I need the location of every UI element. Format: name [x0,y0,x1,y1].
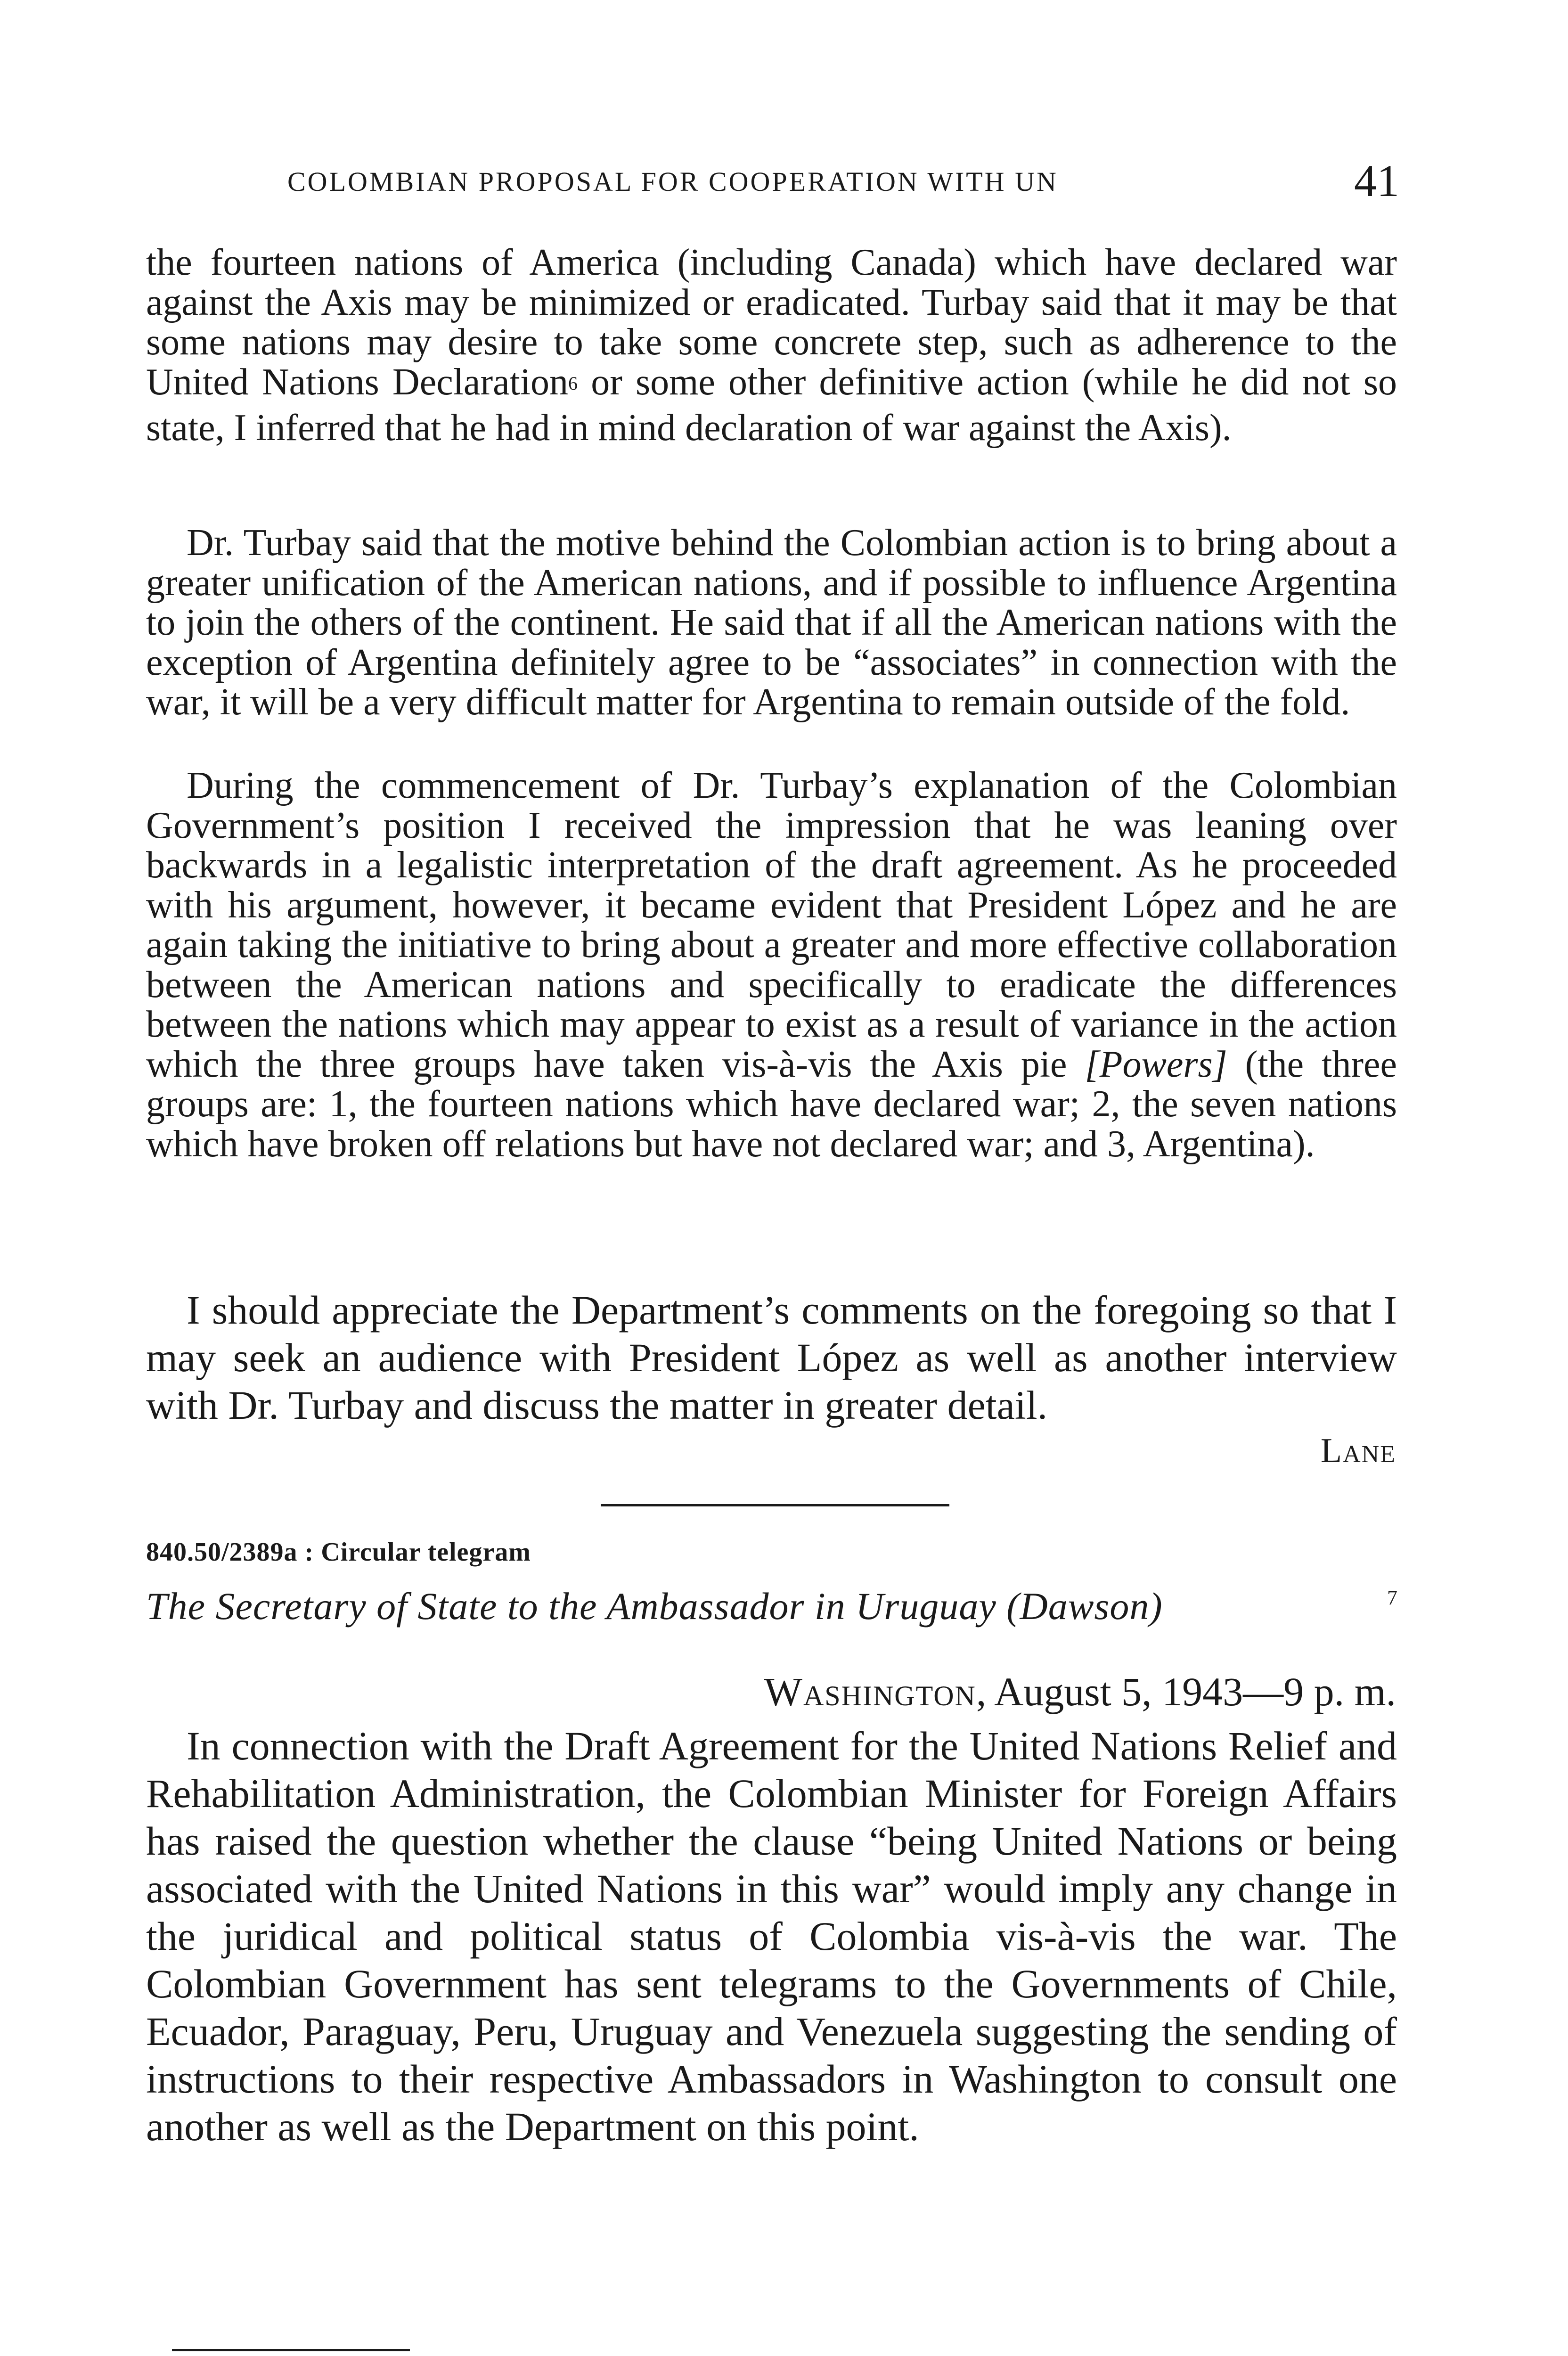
paragraph-turbay-motive: Dr. Turbay said that the motive behind the Colombian action is to bring about a greater unification of the American nations, and if possible to influence Argentina to join the others of the continent. He said that if all the American nations with the exception of Argentina definitely agree to be “associates” in connection with the war, it will be a very difficult matter for Argentina to remain outside of the fold. [146,522,1397,723]
telegram-title: The Secretary of State to the Ambassador in Uruguay (Dawson) [146,1585,1163,1628]
telegram-paragraph: In connection with the Draft Agreement for the United Nations Relief and Rehabilitation Administration, the Colombian Minister for Foreign Affairs has raised the question whether the clause “being United Nations or being associated with the United Nations in this war” would imply any change in the juridical and political status of Colombia vis-à-vis the war. The Colombian Government has sent telegrams to the Governments of Chile, Ecuador, Paraguay, Peru, Uruguay and Venezuela suggesting the sending of instructions to their respective Ambassadors in Washington to consult one another as well as the Department on this point. [146,1723,1397,2149]
paragraph-3-start: During the commencement of Dr. Turbay’s explanation of the Colombian Government’s position I received the impression that he was leaning over backwards in a legalistic interpretation of the draft agreement. As he proceeded with his argument, however, it became evident that President López and he are again taking the initiative to bring about a greater and more effective collaboration between the American nations and specifically to eradicate the differences between the nations which may appear to exist as a result of variance in the action which the three groups have taken vis-à-vis the Axis pie [146,765,1397,1085]
running-title: COLOMBIAN PROPOSAL FOR COOPERATION WITH UN [287,166,1058,197]
paragraph-continuation [146,243,1397,448]
paragraph-3-end: (the three groups are: 1, the fourteen nations which have declared war; 2, the seven nations which have broken off relations but have not declared war; and 3, Argentina). [146,1043,1397,1165]
paragraph-commencement [146,766,1397,1164]
paragraph-appreciation: I should appreciate the Department’s comments on the foregoing so that I may seek an audience with President López as well as another interview with Dr. Turbay and discuss the matter in greater detail. [146,1287,1397,1428]
paragraph-1-tail: or some other definitive action (while he did not so state, I inferred that he had in mind declaration of war against the Axis). [146,361,1397,449]
paragraph-1-text: the fourteen nations of America (including Canada) which have declared war against the Axis may be minimized or eradicated. Turbay said that it may be that some nations may desire to take some concrete step, such as adherence to the United Nations Declaration [146,242,1397,403]
section-divider [601,1504,949,1506]
page-number: 41 [1354,155,1399,206]
dateline-place: Washington [764,1669,976,1714]
dateline-date: , August 5, 1943—9 p. m. [976,1669,1396,1714]
dateline [764,1668,1396,1715]
footnote-divider [172,2349,410,2351]
file-number: 840.50/2389a : Circular telegram [146,1538,531,1567]
footnote-ref-7: 7 [1387,1586,1397,1609]
paragraph-3-bracket: [Powers] [1085,1043,1227,1085]
footnote-ref-6: 6 [568,372,578,394]
signature-lane: Lane [1320,1432,1396,1470]
